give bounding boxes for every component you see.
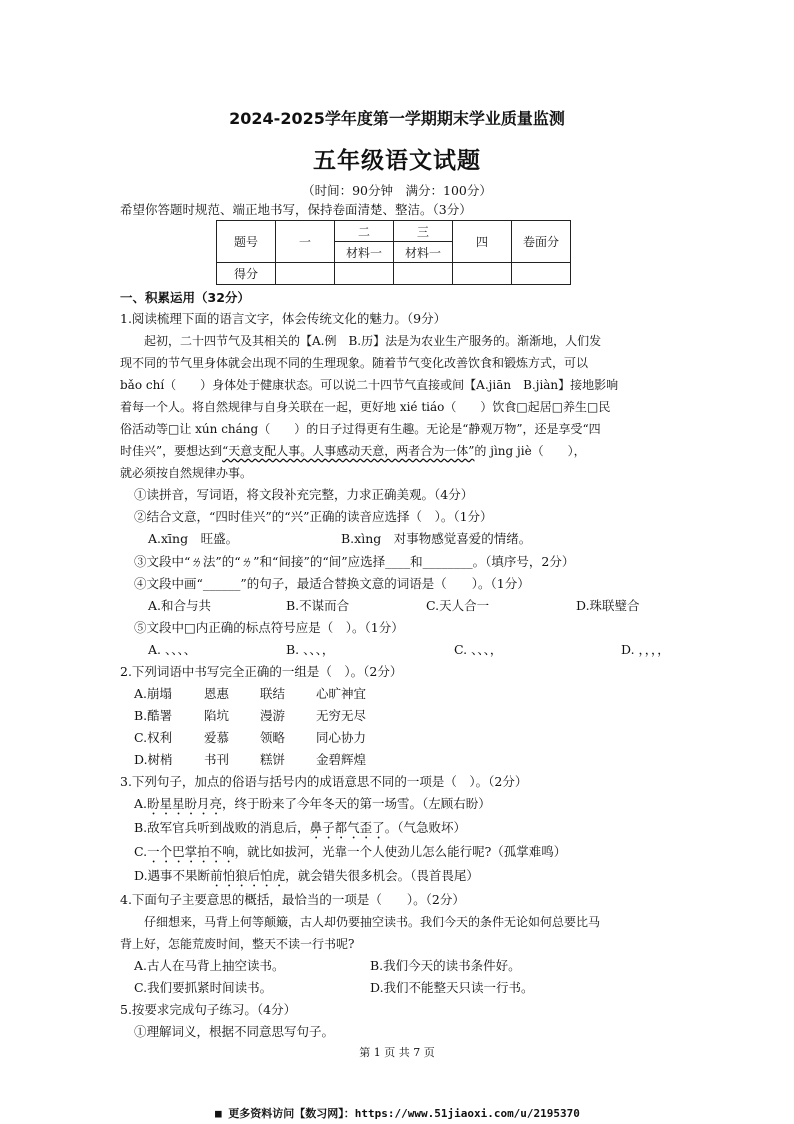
option-prefix: D.遇事不果断: [134, 868, 211, 883]
option-prefix: A.: [134, 796, 148, 811]
option-b: B.我们今天的读书条件好。: [370, 958, 521, 973]
option-d: D. ，，，，: [621, 642, 670, 657]
q3-option: [134, 819, 466, 842]
underlined-sentence: “天意支配人事。人事感动天意，两者合为一体”: [222, 444, 475, 458]
word: 金碧辉煌: [316, 752, 367, 767]
score-cell[interactable]: [512, 263, 571, 285]
table-header-cell: 题号: [217, 221, 276, 263]
word: B.酷署: [134, 708, 173, 723]
option-d: D.珠联璧合: [576, 598, 640, 613]
q2-option: [134, 751, 366, 769]
passage-line: [120, 442, 586, 460]
option-prefix: B.敌军官兵听到战败的消息后，: [134, 820, 310, 835]
option-b: B. 、、、，: [286, 642, 335, 657]
passage-line: 就必须按自然规律办事。: [120, 466, 253, 480]
word: 糕饼: [260, 752, 286, 767]
section-heading: 一、积累运用（32分）: [120, 290, 250, 305]
score-cell[interactable]: [394, 263, 453, 285]
option-c: C.天人合一: [426, 598, 490, 613]
dotted-idiom: 盼星星盼月亮: [147, 796, 223, 811]
option-b: B.不谋而合: [286, 598, 350, 613]
option-a: A.古人在马背上抽空读书。: [134, 958, 285, 973]
table-header-cell: 卷面分: [512, 221, 571, 263]
resource-link[interactable]: ■ 更多资料访问【数习网】：https://www.51jiaoxi.com/u/2195370: [215, 1107, 580, 1120]
table-subheader-cell: 材料一: [394, 242, 453, 263]
word: 领略: [260, 730, 286, 745]
table-header-cell: 四: [453, 221, 512, 263]
table-header-cell: 三: [394, 221, 453, 242]
question-2: 2.下列词语中书写完全正确的一组是（ ）。（2分）: [120, 664, 403, 679]
word: 陷坑: [204, 708, 230, 723]
word: 爱慕: [204, 730, 230, 745]
word: 书刊: [204, 752, 230, 767]
sub-question: ①理解词义，根据不同意思写句子。: [134, 1024, 335, 1039]
score-cell[interactable]: [276, 263, 335, 285]
exam-subject-title: 五年级语文试题: [313, 148, 481, 174]
question-5: 5.按要求完成句子练习。（4分）: [120, 1002, 297, 1017]
score-cell[interactable]: [335, 263, 394, 285]
writing-instruction: 希望你答题时规范、端正地书写，保持卷面清楚、整洁。（3分）: [120, 202, 472, 217]
word: D.树梢: [134, 752, 173, 767]
passage-line: 现不同的节气里身体就会出现不同的生理现象。随着节气变化改善饮食和锻炼方式，可以: [120, 356, 589, 370]
q4-passage-line: 仔细想来，马背上何等颠簸，古人却仍要抽空读书。我们今天的条件无论如何总要比马: [120, 915, 601, 929]
option-rest: ，就比如拔河，光靠一个人使劲儿怎么能行呢?（孤掌难鸣）: [234, 844, 567, 859]
word: 漫游: [260, 708, 286, 723]
q2-option: [134, 707, 366, 725]
passage-line: 着每一个人。将自然规律与自身关联在一起，更好地 xié tiáo（ ）饮食□起居□养生□民: [120, 400, 611, 414]
word: 恩惠: [204, 686, 230, 701]
word: C.权利: [134, 730, 173, 745]
sub-question: ④文段中画“______”的句子，最适合替换文意的词语是（ ）。（1分）: [134, 576, 530, 591]
sub-question: ③文段中“ㄌ法”的“ㄌ”和“间接”的“间”应选择____和________。（填序号，2分）: [134, 554, 575, 569]
word: 无穷无尽: [316, 708, 367, 723]
sub-question: ⑤文段中□内正确的标点符号应是（ ）。（1分）: [134, 620, 404, 635]
option-c: C.我们要抓紧时间读书。: [134, 980, 273, 995]
word: 同心协力: [316, 730, 367, 745]
option-rest: ，就会错失很多机会。（畏首畏尾）: [285, 868, 479, 883]
dotted-idiom: 前怕狼后怕虎: [210, 868, 286, 883]
q2-option: [134, 685, 366, 703]
question-3: 3.下列句子，加点的俗语与括号内的成语意思不同的一项是（ ）。（2分）: [120, 774, 528, 789]
score-cell[interactable]: [453, 263, 512, 285]
option-b: B.xìng 对事物感觉喜爱的情绪。: [341, 531, 532, 546]
word: A.崩塌: [134, 686, 173, 701]
exam-time-info: （时间：90分钟 满分：100分）: [302, 183, 492, 198]
table-subheader-cell: 材料一: [335, 242, 394, 263]
option-d: D.我们不能整天只读一行书。: [370, 980, 534, 995]
question-4: 4.下面句子主要意思的概括，最恰当的一项是（ ）。（2分）: [120, 892, 465, 907]
q3-option: [134, 867, 479, 890]
option-a: A.xīng 旺盛。: [148, 531, 239, 546]
dotted-idiom: 鼻子都气歪了: [309, 820, 385, 835]
q4-passage-line: 背上好，怎能荒废时间，整天不读一行书呢?: [120, 937, 355, 951]
option-rest: ，终于盼来了今年冬天的第一场雪。（左顾右盼）: [222, 796, 491, 811]
table-header-cell: 二: [335, 221, 394, 242]
q2-option: [134, 729, 366, 747]
passage-line: 俗活动等□让 xún cháng（ ）的日子过得更有生趣。无论是“静观万物”，还是享受“四: [120, 422, 601, 436]
q3-option: [134, 843, 566, 866]
passage-line: 起初，二十四节气及其相关的【A.例 B.历】法是为农业生产服务的。渐渐地，人们发: [120, 334, 602, 348]
word: 心旷神宜: [316, 686, 367, 701]
option-a: A. 、、、、: [148, 642, 197, 657]
exam-header-title: 2024-2025学年度第一学期期末学业质量监测: [229, 109, 565, 128]
option-c: C. 、、、，: [454, 642, 503, 657]
question-1: 1.阅读梳理下面的语言文字，体会传统文化的魅力。（9分）: [120, 311, 447, 326]
table-header-cell: 一: [276, 221, 335, 263]
passage-line: bǎo chí（ ）身体处于健康状态。可以说二十四节气直接或间【A.jiān B.jiàn】接地影响: [120, 378, 619, 392]
option-prefix: C.: [134, 844, 148, 859]
sub-question: ②结合文意，“四时佳兴”的“兴”正确的读音应选择（ ）。（1分）: [134, 509, 493, 524]
word: 联结: [260, 686, 286, 701]
passage-segment: 时佳兴”，要想达到: [120, 444, 223, 458]
q3-option: [134, 795, 491, 818]
sub-question: ①读拼音，写词语，将文段补充完整，力求正确美观。（4分）: [134, 487, 474, 502]
passage-segment: 的 jìng jiè（ ），: [474, 444, 586, 458]
option-rest: 。（气急败坏）: [384, 820, 466, 835]
option-a: A.和合与共: [148, 598, 212, 613]
score-table: [216, 220, 571, 285]
table-row-label: 得分: [217, 263, 276, 285]
page-number: 第 1 页 共 7 页: [359, 1046, 435, 1059]
dotted-idiom: 一个巴掌拍不响: [147, 844, 235, 859]
